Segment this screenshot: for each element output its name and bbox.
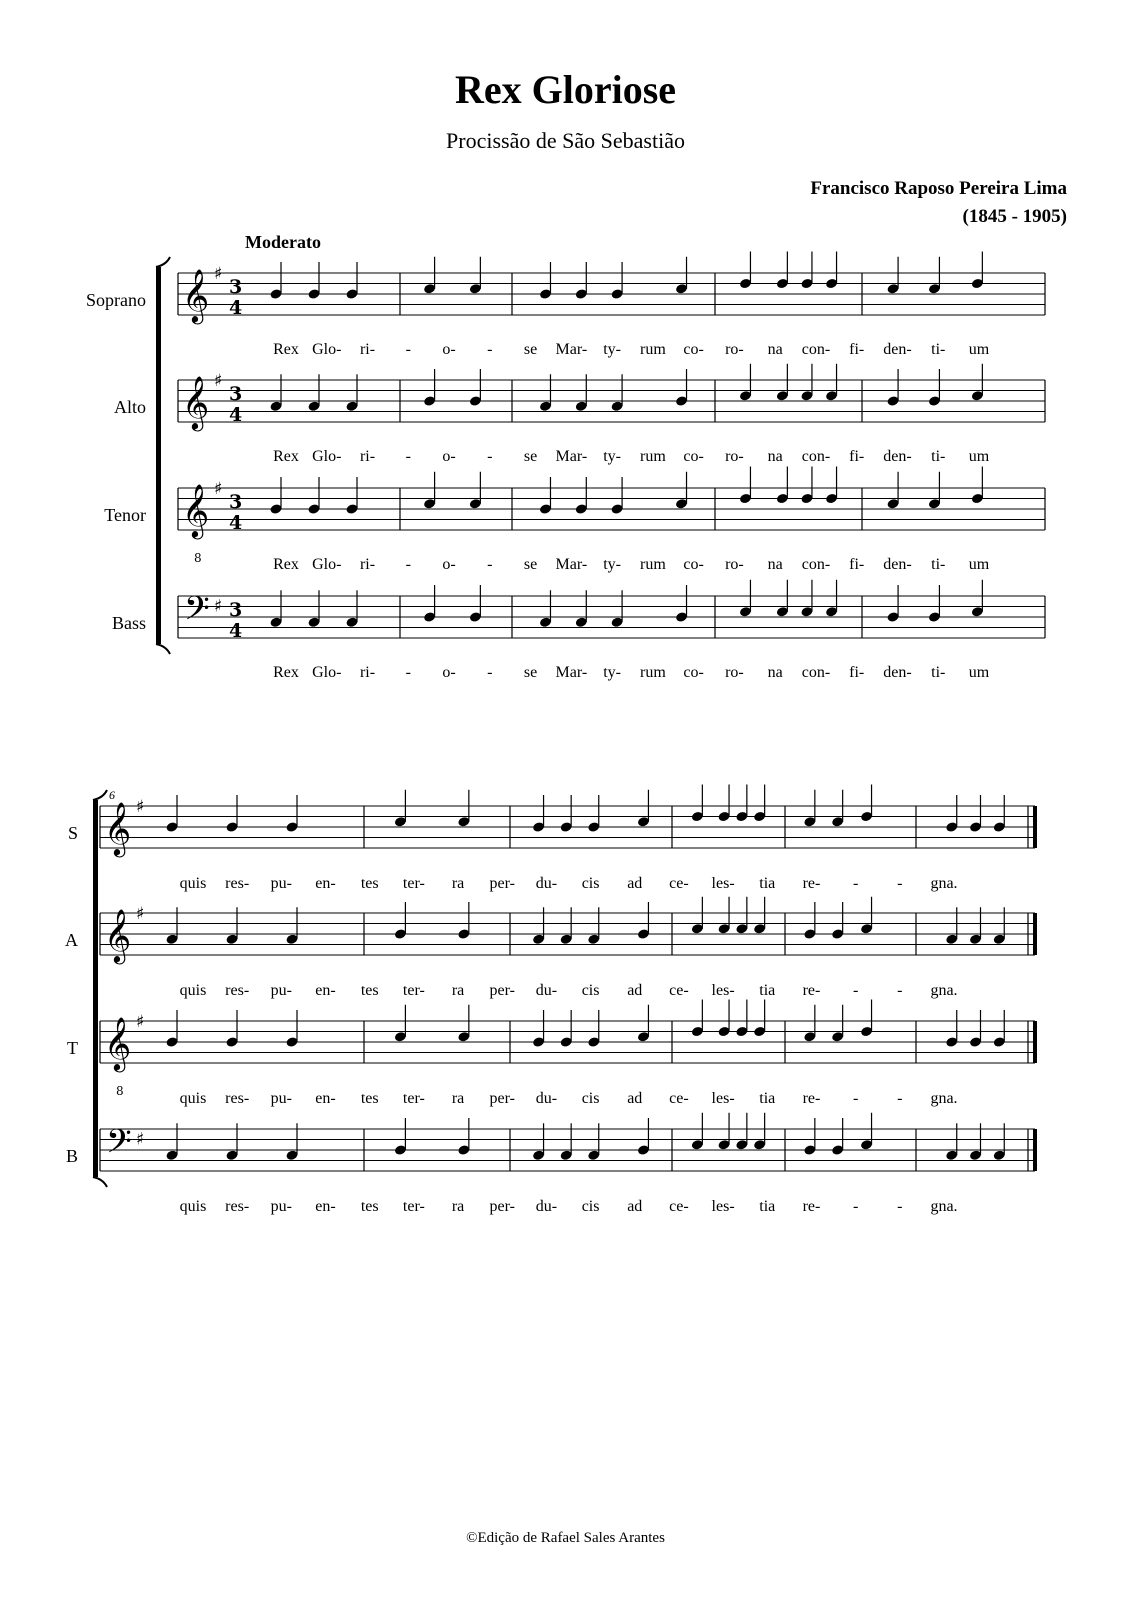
bass-clef-icon: 𝄢 bbox=[106, 1123, 132, 1169]
time-signature-numerator: 3 bbox=[229, 491, 243, 513]
lyric-syllable: res- bbox=[225, 875, 250, 892]
lyric-syllable: en- bbox=[315, 1198, 336, 1215]
lyric-syllable: - bbox=[852, 982, 859, 999]
lyric-syllable: na bbox=[767, 556, 783, 573]
treble-clef-icon: 𝄞 bbox=[182, 375, 210, 429]
lyric-syllable: - bbox=[852, 1198, 859, 1215]
lyric-syllable: co- bbox=[683, 664, 704, 681]
lyric-syllable: - bbox=[897, 982, 903, 999]
lyric-syllable: ri- bbox=[359, 556, 376, 573]
lyric-syllable: du- bbox=[535, 875, 558, 892]
part-label-s: S bbox=[67, 823, 78, 843]
lyric-syllable: ri- bbox=[359, 341, 376, 358]
part-label-tenor: Tenor bbox=[104, 505, 146, 525]
lyric-syllable: pu- bbox=[270, 1198, 293, 1215]
lyric-syllable: den- bbox=[883, 341, 912, 358]
lyric-syllable: con- bbox=[801, 664, 831, 681]
bracket-bottom-hook bbox=[93, 1177, 107, 1187]
lyric-syllable: les- bbox=[711, 1198, 735, 1215]
lyric-syllable: co- bbox=[683, 341, 704, 358]
lyric-syllable: co- bbox=[683, 448, 704, 465]
lyric-syllable: se bbox=[523, 556, 538, 573]
lyric-syllable: les- bbox=[711, 982, 735, 999]
lyric-syllable: du- bbox=[535, 1198, 558, 1215]
lyric-syllable: fi- bbox=[849, 341, 865, 358]
lyric-syllable: gna. bbox=[930, 875, 958, 892]
lyric-syllable: tia bbox=[759, 875, 776, 892]
time-signature-denominator: 4 bbox=[229, 512, 243, 534]
lyric-syllable: - bbox=[897, 875, 903, 892]
lyric-syllable: ce- bbox=[669, 1090, 689, 1107]
lyric-syllable: ter- bbox=[402, 875, 425, 892]
lyric-syllable: - bbox=[405, 664, 411, 681]
lyric-syllable: du- bbox=[535, 1090, 558, 1107]
lyric-syllable: Glo- bbox=[312, 448, 342, 465]
lyric-syllable: - bbox=[405, 448, 411, 465]
lyric-syllable: ra bbox=[451, 1090, 465, 1107]
lyric-syllable: pu- bbox=[270, 875, 293, 892]
lyric-syllable: quis bbox=[179, 982, 207, 999]
lyric-syllable: ro- bbox=[725, 556, 744, 573]
lyric-syllable: gna. bbox=[930, 1090, 958, 1107]
lyric-syllable: ty- bbox=[603, 448, 621, 465]
lyric-syllable: en- bbox=[315, 1090, 336, 1107]
lyric-syllable: se bbox=[523, 664, 538, 681]
lyric-syllable: Rex bbox=[273, 448, 299, 465]
lyric-syllable: Rex bbox=[273, 341, 299, 358]
lyric-syllable: ce- bbox=[669, 982, 689, 999]
lyric-syllable: res- bbox=[225, 1090, 250, 1107]
lyric-syllable: quis bbox=[179, 875, 207, 892]
tempo-marking: Moderato bbox=[245, 232, 321, 252]
lyric-syllable: pu- bbox=[270, 982, 293, 999]
lyric-syllable: ra bbox=[451, 982, 465, 999]
key-signature-sharp: ♯ bbox=[214, 596, 223, 617]
lyric-syllable: cis bbox=[581, 875, 600, 892]
lyric-syllable: - bbox=[897, 1198, 903, 1215]
lyric-syllable: con- bbox=[801, 556, 831, 573]
key-signature-sharp: ♯ bbox=[136, 1012, 145, 1032]
lyric-syllable: Mar- bbox=[555, 448, 588, 465]
octave-marker: 8 bbox=[116, 1084, 124, 1098]
lyric-syllable: o- bbox=[442, 664, 456, 681]
lyric-syllable: - bbox=[897, 1090, 903, 1107]
lyric-syllable: re- bbox=[802, 1198, 821, 1215]
lyric-syllable: ra bbox=[451, 875, 465, 892]
lyric-syllable: na bbox=[767, 448, 783, 465]
composer-dates: (1845 - 1905) bbox=[962, 206, 1067, 227]
page-subtitle: Procissão de São Sebastião bbox=[446, 128, 685, 153]
lyric-syllable: fi- bbox=[849, 556, 865, 573]
lyric-syllable: ty- bbox=[603, 556, 621, 573]
measure-number: 6 bbox=[109, 788, 115, 802]
lyric-syllable: - bbox=[487, 664, 493, 681]
lyric-syllable: Rex bbox=[273, 664, 299, 681]
lyric-syllable: fi- bbox=[849, 664, 865, 681]
lyric-syllable: ce- bbox=[669, 1198, 689, 1215]
bracket-bottom-hook bbox=[156, 644, 170, 654]
lyric-syllable: ad bbox=[627, 1090, 643, 1107]
time-signature-numerator: 3 bbox=[229, 383, 243, 405]
lyric-syllable: o- bbox=[442, 341, 456, 358]
lyric-syllable: pu- bbox=[270, 1090, 293, 1107]
key-signature-sharp: ♯ bbox=[136, 1129, 145, 1150]
final-barline bbox=[1033, 806, 1037, 848]
part-label-b: B bbox=[65, 1146, 78, 1166]
lyric-syllable: tes bbox=[360, 1090, 379, 1107]
time-signature-denominator: 4 bbox=[229, 404, 243, 426]
lyric-syllable: ter- bbox=[402, 1090, 425, 1107]
lyric-syllable: - bbox=[487, 556, 493, 573]
lyric-syllable: - bbox=[487, 448, 493, 465]
lyric-syllable: tia bbox=[759, 1198, 776, 1215]
final-barline bbox=[1033, 1021, 1037, 1063]
lyric-syllable: ter- bbox=[402, 1198, 425, 1215]
lyric-syllable: tia bbox=[759, 1090, 776, 1107]
lyric-syllable: ad bbox=[627, 875, 643, 892]
lyric-syllable: ce- bbox=[669, 875, 689, 892]
lyric-syllable: Glo- bbox=[312, 341, 342, 358]
system-bracket bbox=[93, 800, 98, 1177]
bracket-top-hook bbox=[156, 257, 170, 267]
final-barline bbox=[1033, 1129, 1037, 1171]
composer-name: Francisco Raposo Pereira Lima bbox=[810, 178, 1067, 199]
lyric-syllable: ro- bbox=[725, 448, 744, 465]
lyric-syllable: rum bbox=[639, 341, 666, 358]
lyric-syllable: o- bbox=[442, 556, 456, 573]
time-signature-numerator: 3 bbox=[229, 276, 243, 298]
part-label-a: A bbox=[65, 930, 78, 950]
lyric-syllable: ti- bbox=[931, 664, 946, 681]
lyric-syllable: - bbox=[405, 556, 411, 573]
lyric-syllable: en- bbox=[315, 982, 336, 999]
treble-clef-icon: 𝄞 bbox=[182, 268, 210, 322]
key-signature-sharp: ♯ bbox=[136, 797, 145, 817]
lyric-syllable: per- bbox=[489, 1198, 515, 1215]
lyric-syllable: den- bbox=[883, 664, 912, 681]
lyric-syllable: ti- bbox=[931, 448, 946, 465]
lyric-syllable: per- bbox=[489, 982, 515, 999]
lyric-syllable: gna. bbox=[930, 982, 958, 999]
lyric-syllable: um bbox=[968, 664, 990, 681]
lyric-syllable: ra bbox=[451, 1198, 465, 1215]
lyric-syllable: quis bbox=[179, 1090, 207, 1107]
lyric-syllable: ad bbox=[627, 982, 643, 999]
lyric-syllable: du- bbox=[535, 982, 558, 999]
bracket-top-hook bbox=[93, 790, 107, 800]
part-label-t: T bbox=[67, 1038, 78, 1058]
bass-clef-icon: 𝄢 bbox=[184, 590, 210, 636]
lyric-syllable: re- bbox=[802, 982, 821, 999]
lyric-syllable: se bbox=[523, 448, 538, 465]
treble-clef-icon: 𝄞 bbox=[104, 908, 132, 962]
part-label-alto: Alto bbox=[113, 397, 146, 417]
lyric-syllable: per- bbox=[489, 875, 515, 892]
lyric-syllable: Mar- bbox=[555, 556, 588, 573]
lyric-syllable: tes bbox=[360, 1198, 379, 1215]
lyric-syllable: o- bbox=[442, 448, 456, 465]
key-signature-sharp: ♯ bbox=[214, 479, 223, 499]
lyric-syllable: gna. bbox=[930, 1198, 958, 1215]
lyric-syllable: ri- bbox=[359, 448, 376, 465]
lyric-syllable: con- bbox=[801, 341, 831, 358]
lyric-syllable: ter- bbox=[402, 982, 425, 999]
lyric-syllable: cis bbox=[581, 1090, 600, 1107]
lyric-syllable: ti- bbox=[931, 556, 946, 573]
lyric-syllable: - bbox=[852, 1090, 859, 1107]
lyric-syllable: rum bbox=[639, 448, 666, 465]
page-title: Rex Gloriose bbox=[454, 67, 677, 112]
lyric-syllable: rum bbox=[639, 556, 666, 573]
key-signature-sharp: ♯ bbox=[214, 264, 223, 284]
key-signature-sharp: ♯ bbox=[214, 371, 223, 391]
time-signature-numerator: 3 bbox=[229, 599, 243, 621]
lyric-syllable: Glo- bbox=[312, 556, 342, 573]
lyric-syllable: ad bbox=[627, 1198, 643, 1215]
lyric-syllable: tes bbox=[360, 875, 379, 892]
lyric-syllable: per- bbox=[489, 1090, 515, 1107]
lyric-syllable: Rex bbox=[273, 556, 299, 573]
lyric-syllable: res- bbox=[225, 1198, 250, 1215]
lyric-syllable: rum bbox=[639, 664, 666, 681]
lyric-syllable: um bbox=[968, 448, 990, 465]
lyric-syllable: fi- bbox=[849, 448, 865, 465]
lyric-syllable: ro- bbox=[725, 341, 744, 358]
lyric-syllable: um bbox=[968, 556, 990, 573]
lyric-syllable: Mar- bbox=[555, 664, 588, 681]
time-signature-denominator: 4 bbox=[229, 620, 243, 642]
lyric-syllable: se bbox=[523, 341, 538, 358]
lyric-syllable: tia bbox=[759, 982, 776, 999]
lyric-syllable: ty- bbox=[603, 341, 621, 358]
part-label-bass: Bass bbox=[111, 613, 146, 633]
lyric-syllable: les- bbox=[711, 1090, 735, 1107]
lyric-syllable: quis bbox=[179, 1198, 207, 1215]
lyric-syllable: re- bbox=[802, 875, 821, 892]
lyric-syllable: na bbox=[767, 664, 783, 681]
lyric-syllable: ri- bbox=[359, 664, 376, 681]
lyric-syllable: ti- bbox=[931, 341, 946, 358]
treble-clef-icon: 𝄞 bbox=[104, 801, 132, 855]
lyric-syllable: cis bbox=[581, 982, 600, 999]
treble-clef-icon: 𝄞 bbox=[104, 1016, 132, 1070]
lyric-syllable: - bbox=[405, 341, 411, 358]
lyric-syllable: co- bbox=[683, 556, 704, 573]
lyric-syllable: Glo- bbox=[312, 664, 342, 681]
octave-marker: 8 bbox=[194, 551, 202, 565]
lyric-syllable: um bbox=[968, 341, 990, 358]
lyric-syllable: re- bbox=[802, 1090, 821, 1107]
lyric-syllable: - bbox=[487, 341, 493, 358]
part-label-soprano: Soprano bbox=[86, 290, 146, 310]
lyric-syllable: Mar- bbox=[555, 341, 588, 358]
lyric-syllable: les- bbox=[711, 875, 735, 892]
lyric-syllable: cis bbox=[581, 1198, 600, 1215]
time-signature-denominator: 4 bbox=[229, 297, 243, 319]
final-barline bbox=[1033, 913, 1037, 955]
lyric-syllable: tes bbox=[360, 982, 379, 999]
system-bracket bbox=[156, 267, 161, 644]
lyric-syllable: en- bbox=[315, 875, 336, 892]
lyric-syllable: den- bbox=[883, 556, 912, 573]
lyric-syllable: ty- bbox=[603, 664, 621, 681]
treble-clef-icon: 𝄞 bbox=[182, 483, 210, 537]
key-signature-sharp: ♯ bbox=[136, 904, 145, 924]
lyric-syllable: - bbox=[852, 875, 859, 892]
lyric-syllable: ro- bbox=[725, 664, 744, 681]
lyric-syllable: na bbox=[767, 341, 783, 358]
copyright-footer: ©Edição de Rafael Sales Arantes bbox=[466, 1530, 665, 1546]
lyric-syllable: con- bbox=[801, 448, 831, 465]
lyric-syllable: den- bbox=[883, 448, 912, 465]
lyric-syllable: res- bbox=[225, 982, 250, 999]
